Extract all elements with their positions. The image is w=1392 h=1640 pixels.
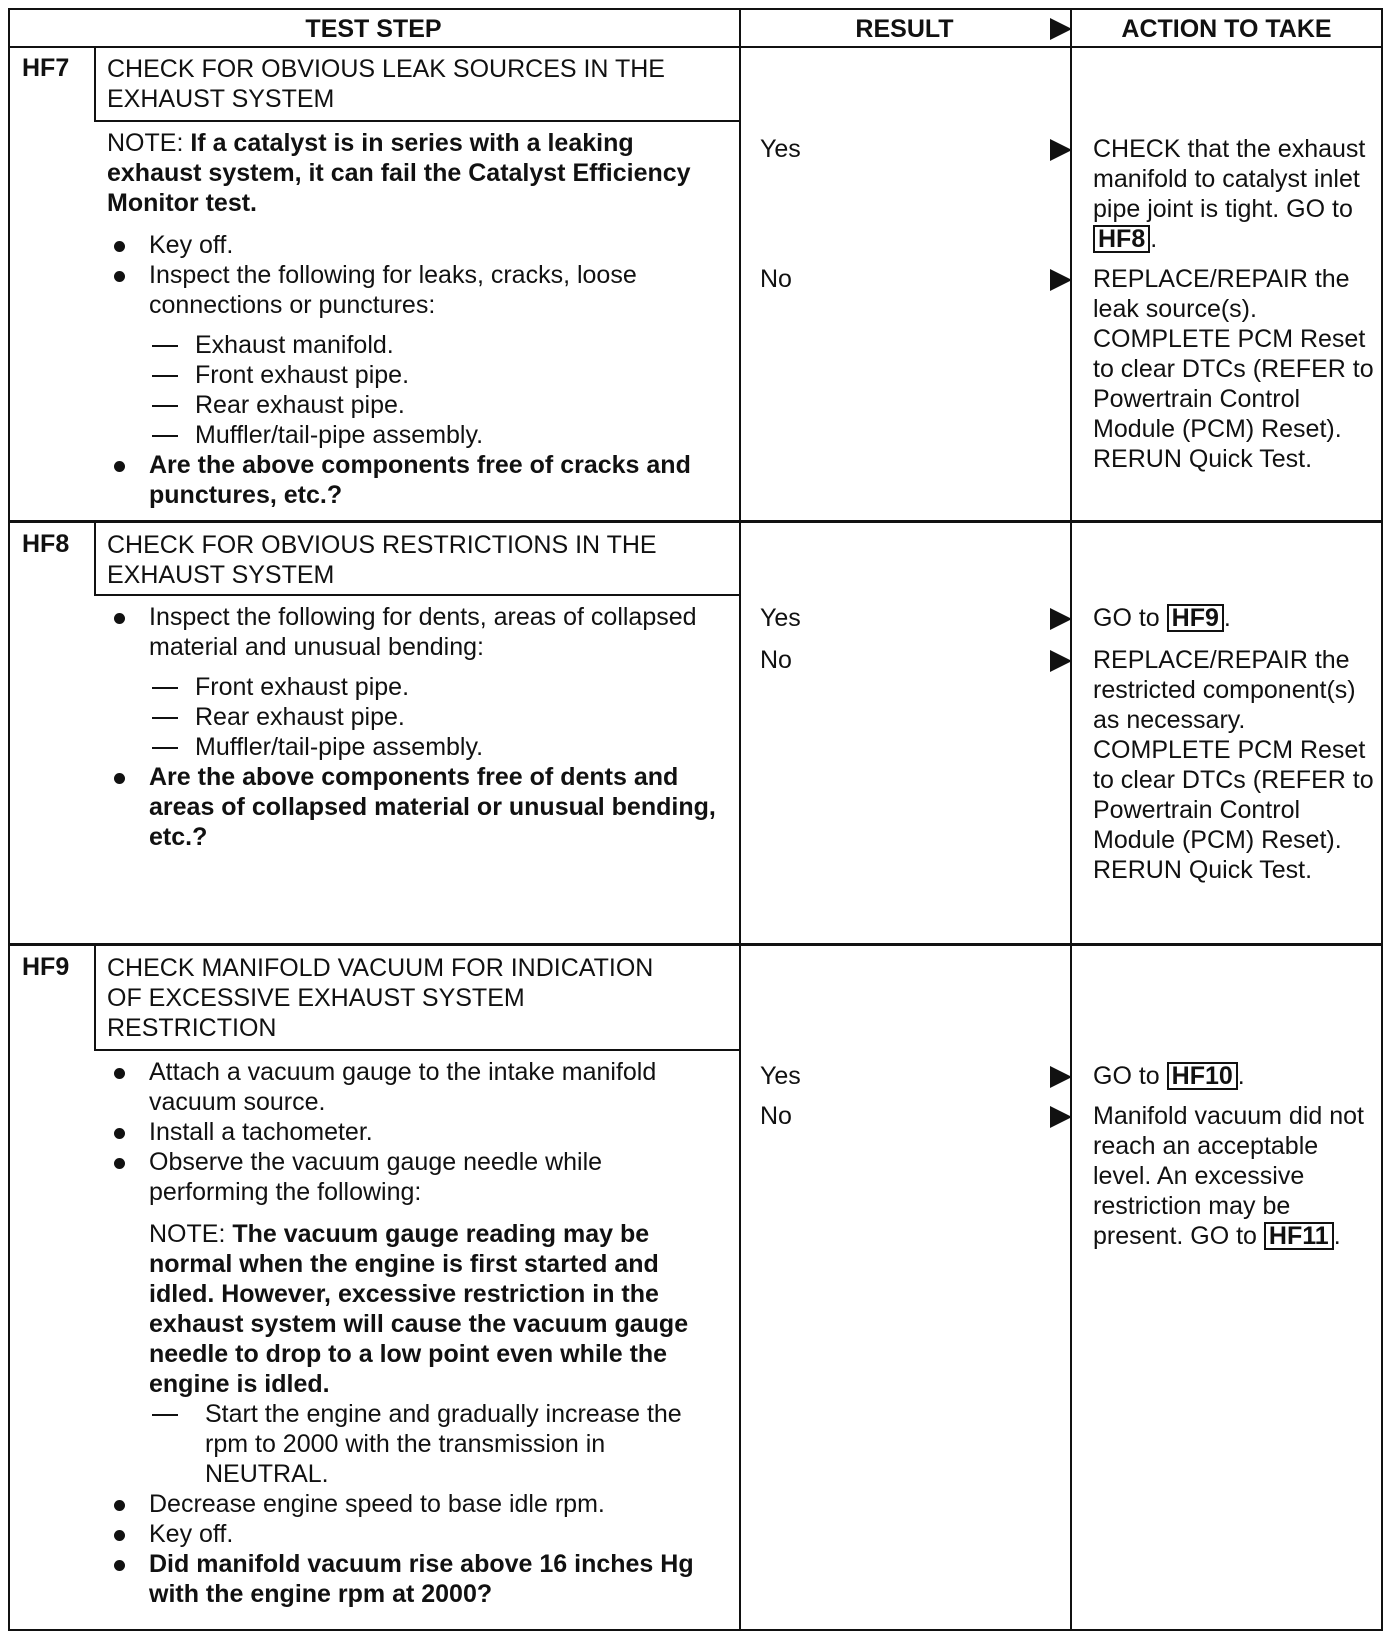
note-label: NOTE: [107,129,184,157]
action-text-main: GO to [1093,1062,1160,1090]
action-text-main: GO to [1093,604,1160,632]
header-result: RESULT [855,15,954,43]
arrow-icon [1050,1106,1072,1128]
bullet-item: Key off. [107,1519,717,1549]
arrow-icon [1050,1066,1072,1088]
dash-item: Front exhaust pipe. [107,672,717,702]
action-text: REPLACE/REPAIR the leak source(s). COMPLETE PCM Reset to clear DTCs (REFER to Powertrain Control Module (PCM) Reset). RERUN Quick Test. [1093,265,1374,473]
arrow-icon [1050,608,1072,630]
action-text-end: . [1150,225,1158,253]
note [107,1219,717,1399]
question: Are the above components free of cracks and punctures, etc.? [107,450,717,510]
hf7-bottom-border [8,520,1383,523]
result-column-divider [739,8,741,1631]
step-title: CHECK FOR OBVIOUS LEAK SOURCES IN THE EXHAUST SYSTEM [107,55,665,113]
table-bottom-border [8,1629,1383,1631]
bullet-item: Decrease engine speed to base idle rpm. [107,1489,717,1519]
arrow-icon [1050,269,1072,291]
dash-item: Rear exhaust pipe. [107,702,717,732]
header-bottom-border [8,46,1383,48]
action-text-main: Manifold vacuum did not reach an acceptable level. An excessive restriction may be present. GO to [1093,1102,1364,1250]
action-text [1093,1101,1383,1251]
step-ref-hf11[interactable]: HF11 [1264,1222,1334,1250]
step-id: HF9 [22,953,70,981]
action-text-main: CHECK that the exhaust manifold to catalyst inlet pipe joint is tight. GO to [1093,135,1366,223]
dash-item: Muffler/tail-pipe assembly. [107,732,717,762]
step-title: CHECK FOR OBVIOUS RESTRICTIONS IN THE EXHAUST SYSTEM [107,531,657,589]
bullet-item: Attach a vacuum gauge to the intake manifold vacuum source. [107,1057,717,1117]
question: Did manifold vacuum rise above 16 inches Hg with the engine rpm at 2000? [107,1549,717,1609]
step-ref-hf10[interactable]: HF10 [1167,1062,1238,1090]
result-no: No [760,1102,792,1130]
dash-item: Exhaust manifold. [107,330,717,360]
action-text-end: . [1223,604,1231,632]
dash-item: Start the engine and gradually increase the rpm to 2000 with the transmission in NEUTRAL. [107,1399,717,1489]
step-id: HF7 [22,54,70,82]
bullet-item: Observe the vacuum gauge needle while performing the following: [107,1147,717,1207]
hf9-id-divider [94,945,96,1049]
action-text [1093,1061,1383,1091]
table-left-border [8,8,10,1631]
bullet-item: Key off. [107,230,717,260]
dash-item: Muffler/tail-pipe assembly. [107,420,717,450]
table-top-border [8,8,1383,10]
note-text: If a catalyst is in series with a leaking exhaust system, it can fail the Catalyst Efficiency Monitor test. [107,129,691,217]
hf8-title-underline [94,594,739,596]
result-yes: Yes [760,604,801,632]
hf8-id-divider [94,522,96,594]
header-arrow-icon [1050,18,1072,40]
dash-item: Front exhaust pipe. [107,360,717,390]
result-yes: Yes [760,135,801,163]
hf8-bottom-border [8,943,1383,946]
step-body [107,602,717,852]
question: Are the above components free of dents and areas of collapsed material or unusual bending, etc.? [107,762,717,852]
diagnostic-table [8,8,1383,1631]
action-text-end: . [1333,1222,1341,1250]
bullet-item: Inspect the following for dents, areas of collapsed material and unusual bending: [107,602,717,662]
action-text [1093,134,1383,254]
step-id: HF8 [22,530,70,558]
result-yes: Yes [760,1062,801,1090]
arrow-icon [1050,650,1072,672]
result-no: No [760,265,792,293]
result-no: No [760,646,792,674]
bullet-item: Install a tachometer. [107,1117,717,1147]
step-body [107,128,717,510]
dash-item: Rear exhaust pipe. [107,390,717,420]
action-column-divider [1070,8,1072,1631]
action-text-end: . [1237,1062,1245,1090]
step-ref-hf9[interactable]: HF9 [1167,604,1224,632]
arrow-icon [1050,139,1072,161]
note-label: NOTE: [149,1220,226,1248]
hf7-id-divider [94,46,96,120]
hf7-title-underline [94,120,739,122]
step-body [107,1057,717,1609]
action-text: REPLACE/REPAIR the restricted component(s) as necessary. COMPLETE PCM Reset to clear DTCs (REFER to Powertrain Control Module (PCM) Reset). RERUN Quick Test. [1093,646,1374,884]
header-action: ACTION TO TAKE [1121,15,1332,43]
header-test-step: TEST STEP [305,15,442,43]
note-text: The vacuum gauge reading may be normal when the engine is first started and idled. However, excessive restriction in the exhaust system will cause the vacuum gauge needle to drop to a low point even while the engine is idled. [149,1220,689,1398]
note [107,128,717,218]
step-title: CHECK MANIFOLD VACUUM FOR INDICATION OF EXCESSIVE EXHAUST SYSTEM RESTRICTION [107,954,654,1042]
action-text [1093,603,1383,633]
hf9-title-underline [94,1049,739,1051]
bullet-item: Inspect the following for leaks, cracks, loose connections or punctures: [107,260,717,320]
step-ref-hf8[interactable]: HF8 [1093,225,1150,253]
